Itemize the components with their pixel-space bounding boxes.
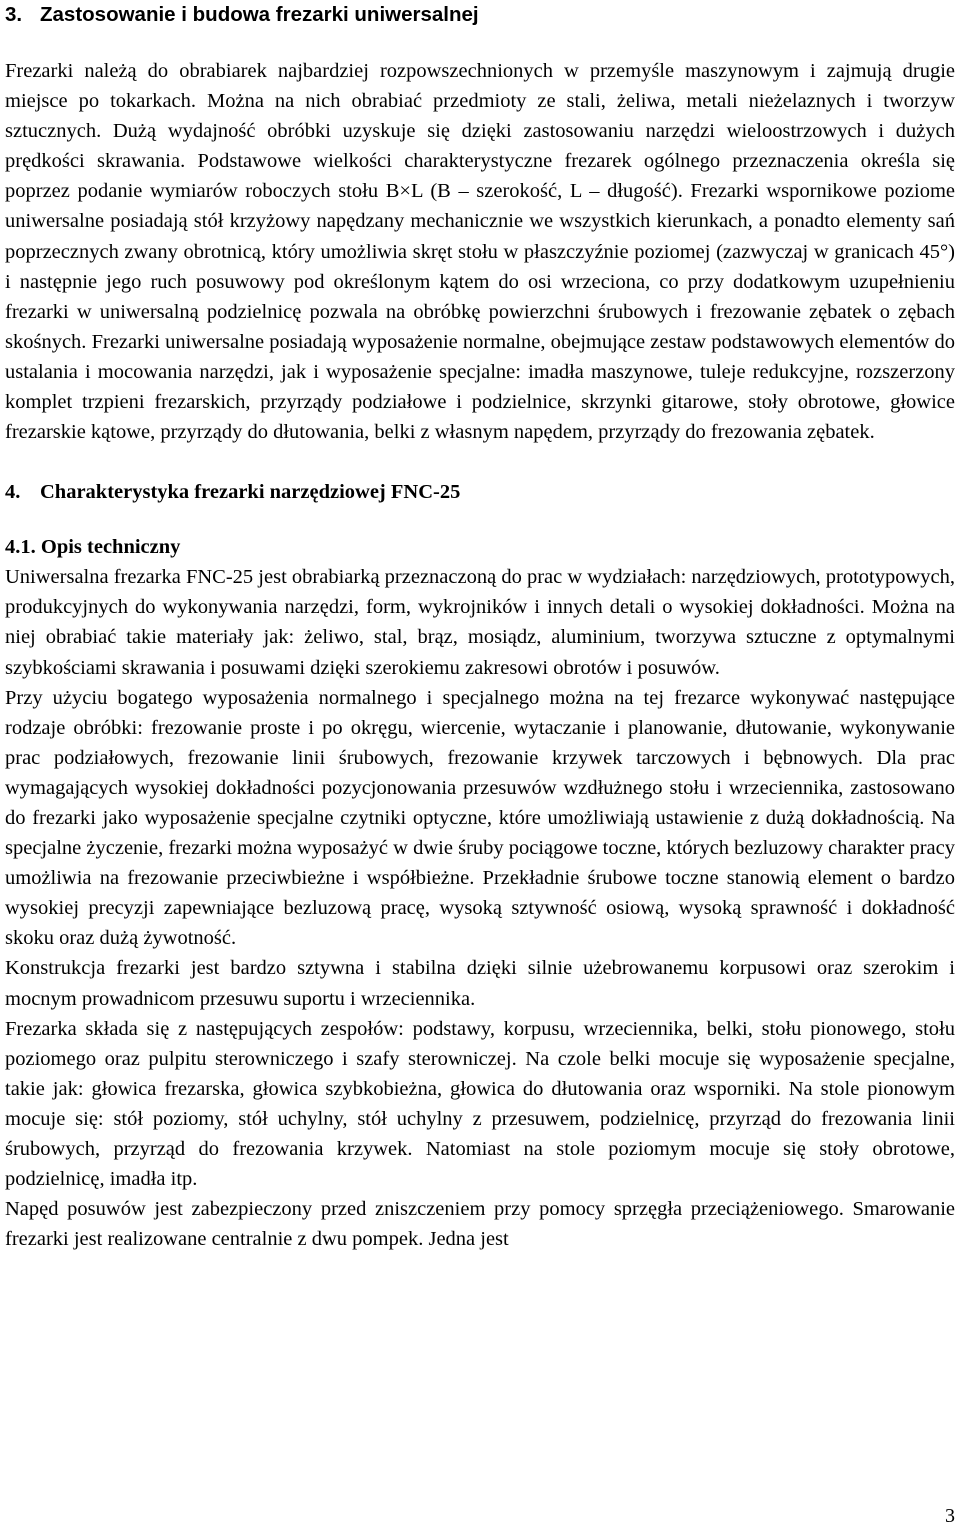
section-4-1-paragraph-5: Napęd posuwów jest zabezpieczony przed zniszczeniem przy pomocy sprzęgła przeciążeniowego. Smarowanie frezarki jest realizowane centralnie z dwu pompek. Jedna jest bbox=[5, 1198, 955, 1251]
section-4-1-paragraph-2: Przy użyciu bogatego wyposażenia normalnego i specjalnego można na tej frezarce wykonywać następujące rodzaje obróbki: frezowanie proste i po okręgu, wiercenie, wytaczanie i planowanie, dłutowanie, wykonywanie prac podziałowych, frezowanie linii śrubowych, frezowanie krzywek tarczowych i bębnowych. Dla prac wymagających wysokiej dokładności pozycjonowania przesuwów wzdłużnego stołu i wrzeciennika, zastosowano do frezarki jako wyposażenie specjalne czytniki optyczne, które umożliwiają ustawienie z dużą dokładnością. Na specjalne życzenie, frezarki można wyposażyć w dwie śruby pociągowe toczne, których bezluzowy charakter pracy umożliwia na frezowanie przeciwbieżne i współbieżne. Przekładnie śrubowe toczne stanowią element o bardzo wysokiej precyzji zapewniające bezluzową pracę, wysoką sztywność osiową, wysoką sprawność i dokładność skoku oraz dużą żywotność. bbox=[5, 686, 955, 950]
section-4-title: Charakterystyka frezarki narzędziowej FNC-25 bbox=[40, 481, 461, 504]
section-4-1-number: 4.1. bbox=[5, 536, 36, 559]
section-3-paragraph: Frezarki należą do obrabiarek najbardziej rozpowszechnionych w przemyśle maszynowym i zajmują drugie miejsce po tokarkach. Można na nich obrabiać przedmioty ze stali, żeliwa, metali nieżelaznych i tworzyw sztucznych. Dużą wydajność obróbki uzyskuje się dzięki zastosowaniu narzędzi wieloostrzowych i dużych prędkości skrawania. Podstawowe wielkości charakterystyczne frezarek ogólnego przeznaczenia określa się poprzez podanie wymiarów roboczych stołu B×L (B – szerokość, L – długość). Frezarki wspornikowe poziome uniwersalne posiadają stół krzyżowy napędzany mechanicznie we wszystkich kierunkach, a ponadto elementy sań poprzecznych zwany obrotnicą, który umożliwia skręt stołu w płaszczyźnie poziomej (zazwyczaj w granicach 45°) i następnie jego ruch posuwowy pod określonym kątem do osi wrzeciona, co przy dodatkowym uzupełnieniu frezarki w uniwersalną podzielnicę pozwala na obróbkę powierzchni śrubowych i frezowanie zębatek o zębach skośnych. Frezarki uniwersalne posiadają wyposażenie normalne, obejmujące zestaw podstawowych elementów do ustalania i mocowania narzędzi, jak i wyposażenie specjalne: imadła maszynowe, tuleje redukcyjne, rozszerzony komplet trzpieni frezarskich, przyrządy podziałowe i podzielnice, skrzynki gitarowe, stoły obrotowe, głowice frezarskie kątowe, przyrządy do dłutowania, belki z własnym napędem, przyrządy do frezowania zębatek. bbox=[5, 60, 955, 444]
section-3-title: Zastosowanie i budowa frezarki uniwersalnej bbox=[40, 3, 479, 26]
section-3-number: 3. bbox=[5, 3, 23, 26]
section-4-1-title: Opis techniczny bbox=[40, 536, 181, 559]
section-4-1-paragraph-1: Uniwersalna frezarka FNC-25 jest obrabiarką przeznaczoną do prac w wydziałach: narzędziowych, prototypowych, produkcyjnych do wykonywania narzędzi, form, wykrojników i innych detali o wysokiej dokładności. Można na niej obrabiać takie materiały jak: żeliwo, stal, brąz, mosiądz, aluminium, tworzywa sztuczne z optymalnymi szybkościami skrawania i posuwami dzięki szerokiemu zakresowi obrotów i posuwów. bbox=[5, 566, 955, 679]
section-3-heading bbox=[5, 0, 955, 30]
page-number: 3 bbox=[945, 1505, 955, 1527]
section-4-1-heading bbox=[5, 532, 955, 562]
section-4-1-paragraph-4: Frezarka składa się z następujących zespołów: podstawy, korpusu, wrzeciennika, belki, stołu pionowego, stołu poziomego oraz pulpitu sterowniczego i szafy sterowniczej. Na czole belki mocuje się wyposażenie specjalne, takie jak: głowica frezarska, głowica szybkobieżna, głowica do dłutowania oraz wsporniki. Na stole pionowym mocuje się: stół poziomy, stół uchylny, stół uchylny z przesuwem, podzielnicę, przyrząd do frezowania linii śrubowych, przyrząd do frezowania krzywek. Natomiast na stole poziomym mocuje się stoły obrotowe, podzielnicę, imadła itp. bbox=[5, 1017, 955, 1191]
section-4-heading bbox=[5, 477, 955, 507]
section-4-number: 4. bbox=[5, 481, 21, 504]
section-4-1-paragraph-3: Konstrukcja frezarki jest bardzo sztywna i stabilna dzięki silnie użebrowanemu korpusowi oraz szerokim i mocnym prowadnicom przesuwu suportu i wrzeciennika. bbox=[5, 957, 955, 1010]
document-page bbox=[5, 0, 955, 1254]
